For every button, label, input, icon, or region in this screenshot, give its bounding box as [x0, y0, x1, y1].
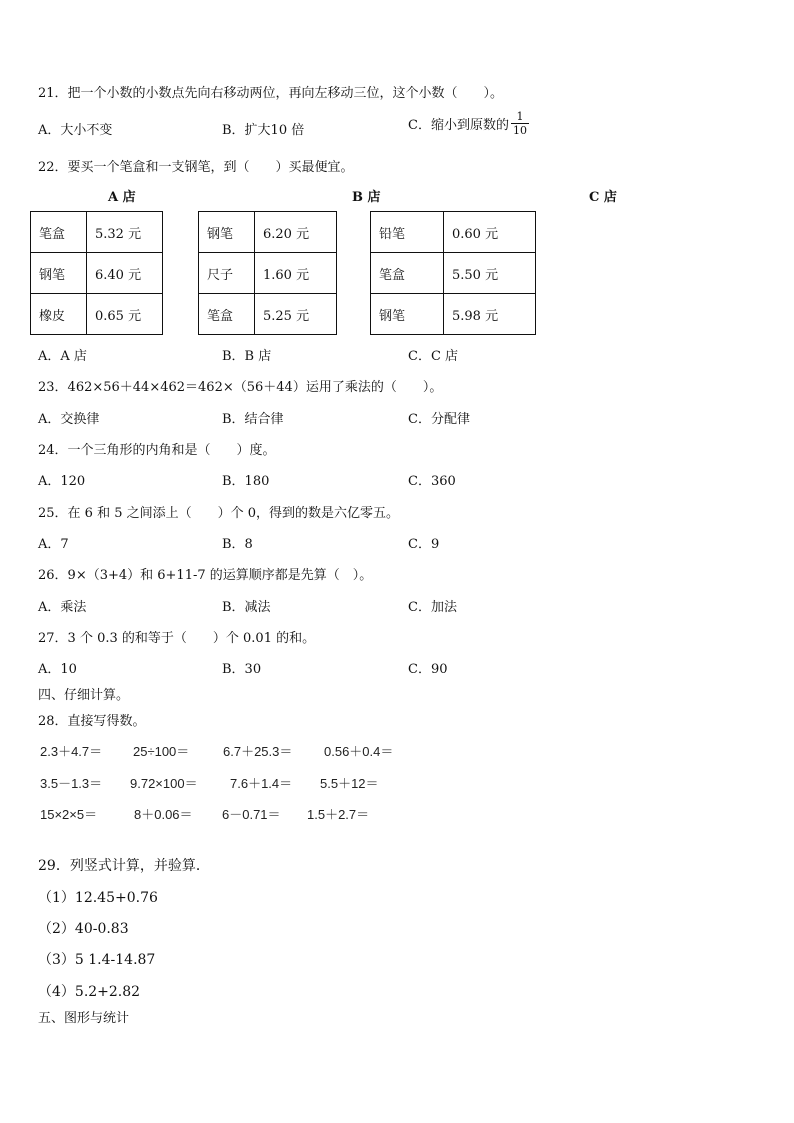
item-name: 钢笔 [199, 212, 255, 253]
section-heading-5: 五、图形与统计 [38, 1011, 130, 1026]
question-26: 26．9×（3+4）和 6+11-7 的运算顺序都是先算（ ）。 [38, 568, 373, 583]
table-row [31, 253, 163, 294]
fraction-denominator: 10 [512, 124, 527, 137]
question-21: 21．把一个小数的小数点先向右移动两位，再向左移动三位，这个小数（ ）。 [38, 86, 504, 101]
option-21-c[interactable] [408, 110, 529, 137]
question-24: 24．一个三角形的内角和是（ ）度。 [38, 443, 276, 458]
item-price: 5.50 元 [444, 253, 536, 294]
item-name: 钢笔 [31, 253, 87, 294]
table-row [371, 212, 536, 253]
item-price: 1.60 元 [255, 253, 337, 294]
option-27-b[interactable]: B．30 [222, 662, 262, 677]
item-name: 橡皮 [31, 294, 87, 335]
item-price: 0.65 元 [87, 294, 163, 335]
fraction-numerator: 1 [511, 110, 529, 124]
question-29: 29．列竖式计算，并验算． [38, 858, 210, 874]
calc-item: 25÷100＝ [133, 744, 190, 759]
option-25-b[interactable]: B．8 [222, 537, 253, 552]
question-22: 22．要买一个笔盒和一支钢笔，到（ ）买最便宜。 [38, 160, 354, 175]
option-25-c[interactable]: C．9 [408, 537, 440, 552]
option-24-a[interactable]: A．120 [38, 474, 86, 489]
table-row [31, 212, 163, 253]
shop-b-label: B 店 [352, 190, 381, 205]
fraction-one-tenth [511, 110, 529, 137]
option-22-a[interactable]: A．A 店 [38, 349, 87, 364]
item-price: 5.32 元 [87, 212, 163, 253]
item-price: 6.20 元 [255, 212, 337, 253]
question-27: 27．3 个 0.3 的和等于（ ）个 0.01 的和。 [38, 631, 316, 646]
price-table-b [198, 211, 337, 335]
option-27-c[interactable]: C．90 [408, 662, 448, 677]
option-26-c[interactable]: C．加法 [408, 600, 457, 615]
option-23-b[interactable]: B．结合律 [222, 412, 284, 427]
option-26-b[interactable]: B．减法 [222, 600, 271, 615]
table-row [199, 212, 337, 253]
item-name: 尺子 [199, 253, 255, 294]
item-price: 0.60 元 [444, 212, 536, 253]
option-24-c[interactable]: C．360 [408, 474, 456, 489]
table-row [371, 253, 536, 294]
option-23-c[interactable]: C．分配律 [408, 412, 470, 427]
price-table-a [30, 211, 163, 335]
item-name: 笔盒 [31, 212, 87, 253]
price-table-c [370, 211, 536, 335]
item-price: 5.98 元 [444, 294, 536, 335]
option-23-a[interactable]: A．交换律 [38, 412, 100, 427]
calc-item: 15×2×5＝ [40, 807, 98, 822]
option-22-b[interactable]: B．B 店 [222, 349, 272, 364]
option-21-b[interactable]: B．扩大10 倍 [222, 123, 305, 138]
item-price: 6.40 元 [87, 253, 163, 294]
calc-item: 3.5－1.3＝ [40, 776, 103, 791]
item-name: 铅笔 [371, 212, 444, 253]
calc-item: 6－0.71＝ [222, 807, 281, 822]
item-name: 钢笔 [371, 294, 444, 335]
table-row [199, 253, 337, 294]
shop-a-label: A 店 [108, 190, 136, 205]
item-name: 笔盒 [371, 253, 444, 294]
table-row [371, 294, 536, 335]
question-25: 25．在 6 和 5 之间添上（ ）个 0，得到的数是六亿零五。 [38, 506, 400, 521]
item-price: 5.25 元 [255, 294, 337, 335]
option-21-a[interactable]: A．大小不变 [38, 123, 113, 138]
item-name: 笔盒 [199, 294, 255, 335]
calc-item: 1.5＋2.7＝ [307, 807, 370, 822]
calc-item: 5.5＋12＝ [320, 776, 379, 791]
section-heading-4: 四、仔细计算。 [38, 688, 130, 703]
option-27-a[interactable]: A．10 [38, 662, 77, 677]
option-24-b[interactable]: B．180 [222, 474, 270, 489]
table-row [31, 294, 163, 335]
calc-item: 9.72×100＝ [130, 776, 198, 791]
calc-item: 6.7＋25.3＝ [223, 744, 293, 759]
calc-item: 7.6＋1.4＝ [230, 776, 293, 791]
question-28: 28．直接写得数。 [38, 714, 146, 729]
option-21-c-label: C．缩小到原数的 [408, 118, 509, 133]
shop-c-label: C 店 [589, 190, 617, 205]
q29-item-3: （3）5 1.4-14.87 [38, 952, 156, 968]
option-26-a[interactable]: A．乘法 [38, 600, 87, 615]
q29-item-2: （2）40-0.83 [38, 921, 129, 937]
calc-item: 2.3＋4.7＝ [40, 744, 103, 759]
question-23: 23．462×56＋44×462＝462×（56＋44）运用了乘法的（ ）。 [38, 380, 443, 395]
calc-item: 0.56＋0.4＝ [324, 744, 394, 759]
option-25-a[interactable]: A．7 [38, 537, 69, 552]
option-22-c[interactable]: C．C 店 [408, 349, 459, 364]
table-row [199, 294, 337, 335]
q29-item-1: （1）12.45+0.76 [38, 890, 158, 906]
calc-item: 8＋0.06＝ [134, 807, 193, 822]
q29-item-4: （4）5.2+2.82 [38, 984, 141, 1000]
